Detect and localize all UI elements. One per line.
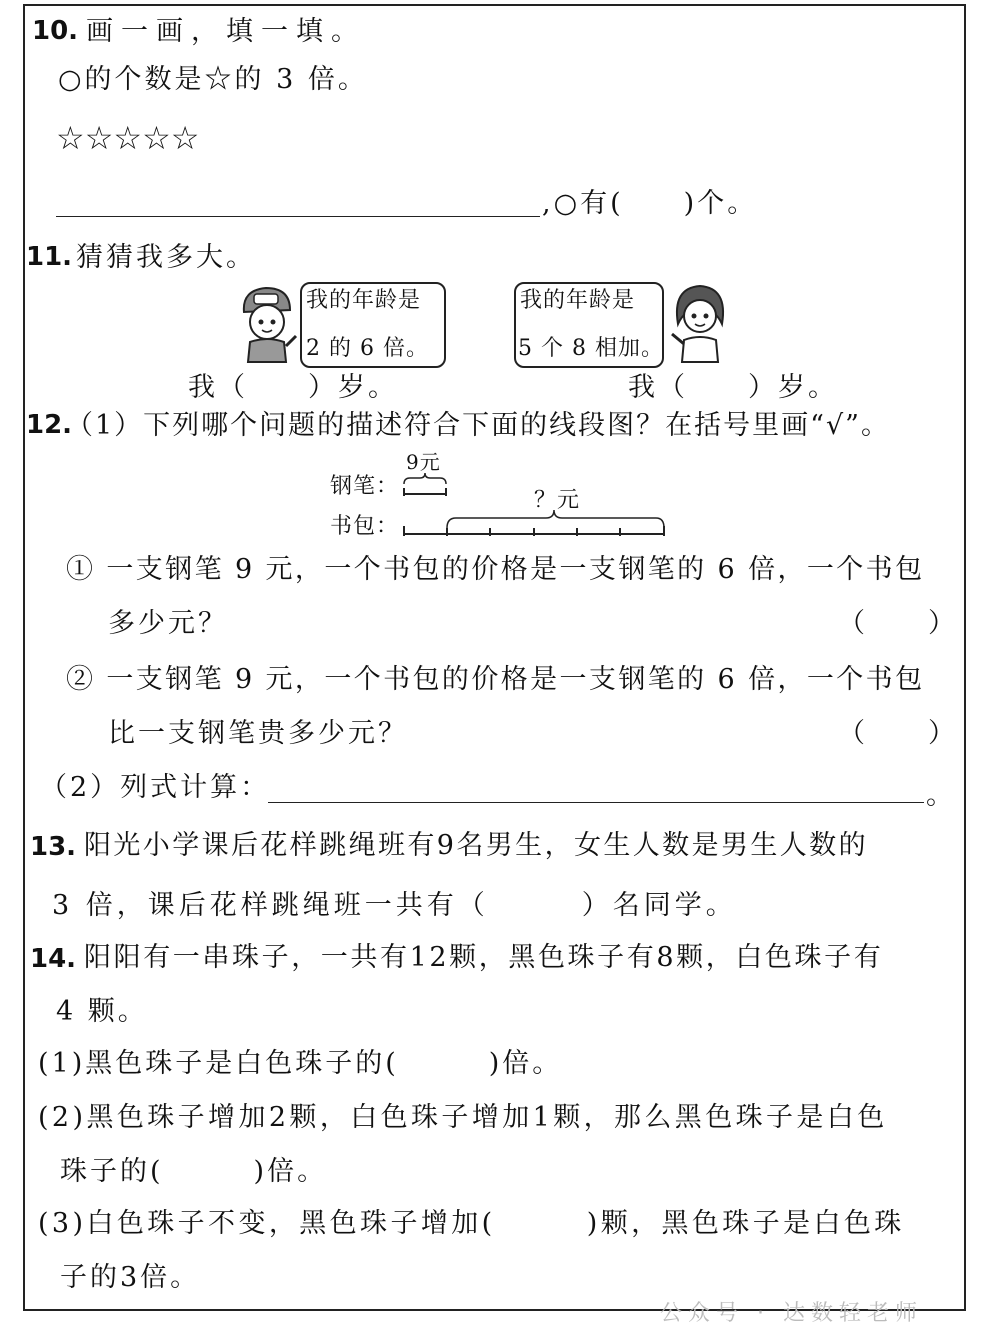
pen-value: 9元 (406, 450, 441, 474)
q14-sub3-line2: 子的3倍。 (60, 1262, 201, 1293)
q12-option2-line1: ② 一支钢笔 9 元，一个书包的价格是一支钢笔的 6 倍，一个书包 (66, 664, 925, 695)
q10-condition: ○的个数是☆的 3 倍。 (58, 64, 368, 95)
q13-line1: 阳光小学课后花样跳绳班有9名男生，女生人数是男生人数的 (84, 830, 868, 861)
q14-line2: 4 颗。 (56, 996, 148, 1027)
q11-title: 猜猜我多大。 (76, 242, 256, 273)
q14-sub1: (1)黑色珠子是白色珠子的( )倍。 (38, 1048, 563, 1079)
q12-option2-line2: 比一支钢笔贵多少元？ (108, 718, 408, 749)
pen-segment (404, 473, 446, 496)
q14-sub2-line1: (2)黑色珠子增加2颗，白色珠子增加1颗，那么黑色珠子是白色 (38, 1102, 888, 1133)
boy-answer: 我（ ）岁。 (188, 372, 398, 403)
q12-option1-line1: ① 一支钢笔 9 元，一个书包的价格是一支钢笔的 6 倍，一个书包 (66, 554, 925, 585)
boy-bubble-line2: 2 的 6 倍。 (306, 336, 429, 361)
q10-drawing-line[interactable] (56, 216, 540, 217)
boy-bubble-line1: 我的年龄是 (306, 288, 422, 313)
q14-sub3-line1: (3)白色珠子不变，黑色珠子增加( )颗，黑色珠子是白色珠 (38, 1208, 905, 1239)
girl-figure (666, 280, 734, 364)
q13-number: 13. (30, 832, 77, 862)
q12-option1-check[interactable]: （ ） (838, 608, 958, 639)
q11-number: 11. (26, 242, 73, 272)
bag-label: 书包： (330, 514, 400, 539)
q12-part2-end: 。 (926, 780, 956, 811)
bag-segment (404, 510, 664, 536)
girl-answer: 我（ ）岁。 (628, 372, 838, 403)
line-segment-diagram (396, 470, 676, 540)
q14-sub2-line2: 珠子的( )倍。 (60, 1156, 328, 1187)
q12-option2-check[interactable]: （ ） (838, 718, 958, 749)
q12-option1-line2: 多少元？ (108, 608, 228, 639)
bag-value: ？元 (534, 488, 581, 513)
q10-title: 画一画，填一填。 (86, 16, 366, 47)
girl-bubble-line1: 我的年龄是 (520, 288, 636, 313)
boy-figure (234, 282, 300, 364)
q10-stars: ☆☆☆☆☆ (56, 119, 200, 157)
q10-number: 10. (32, 16, 79, 46)
q12-part2: （2）列式计算： (40, 772, 271, 803)
q12-number: 12. (26, 410, 73, 440)
q13-line2: 3 倍，课后花样跳绳班一共有（ ）名同学。 (52, 890, 737, 921)
q14-number: 14. (30, 944, 77, 974)
girl-bubble-line2: 5 个 8 相加。 (518, 336, 664, 361)
q12-calculation-line[interactable] (268, 802, 924, 803)
q14-line1: 阳阳有一串珠子，一共有12颗，黑色珠子有8颗，白色珠子有 (84, 942, 884, 973)
q12-part1: （1）下列哪个问题的描述符合下面的线段图？在括号里画“√”。 (66, 410, 890, 441)
pen-label: 钢笔： (330, 474, 400, 499)
watermark: 公众号 · 达数轻老师 (660, 1301, 923, 1326)
q10-answer: ,○有( )个。 (542, 188, 758, 219)
